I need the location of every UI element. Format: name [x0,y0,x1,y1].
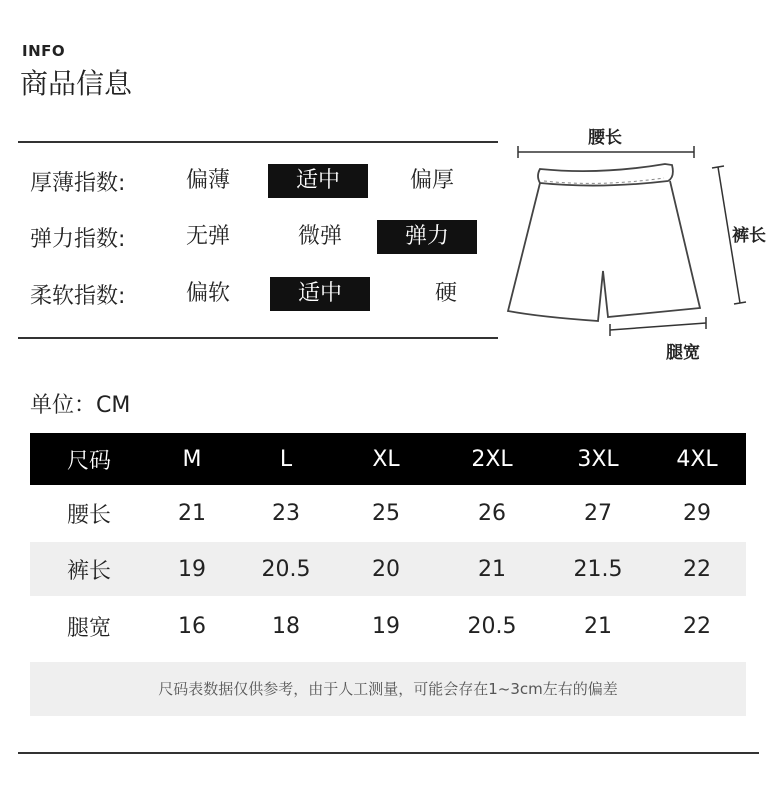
table-cell: 20.5 [261,556,311,582]
table-cell: 20.5 [467,613,517,639]
header-4xl: 4XL [676,446,718,472]
header-2xl: 2XL [471,446,513,472]
table-cell: 21.5 [573,556,623,582]
attr-option-medium-soft: 适中 [270,277,370,311]
attr-option-stretch: 弹力 [377,220,477,254]
attr-option-soft: 偏软 [185,281,230,306]
table-cell: 21 [478,556,506,582]
pants-length-label: 裤长 [732,226,766,246]
table-cell: 21 [178,501,206,526]
table-cell: 22 [683,613,711,639]
table-row [30,596,746,656]
attr-label-softness: 柔软指数: [30,284,126,309]
attr-option-no-stretch: 无弹 [185,224,230,249]
row-label: 裤长 [66,558,111,584]
attr-option-medium: 适中 [268,164,368,198]
attr-label-thickness: 厚薄指数: [30,171,126,196]
table-cell: 18 [272,613,300,639]
table-row [30,542,746,596]
table-cell: 26 [478,501,506,526]
header-l: L [279,446,293,472]
header-size: 尺码 [66,448,111,474]
row-label: 腿宽 [66,615,111,641]
header-m: M [182,446,202,472]
attr-option-slight-stretch: 微弹 [297,224,342,249]
unit-label: 单位：CM [30,393,131,418]
attr-row-softness [30,277,500,313]
table-cell: 22 [683,556,711,582]
footer-divider [18,752,759,754]
attr-row-elasticity [30,220,500,256]
row-label: 腰长 [66,503,111,528]
header-xl: XL [372,446,400,472]
page-title: 商品信息 [20,67,133,100]
table-row [30,485,746,542]
attributes-top-divider [18,141,498,143]
attr-label-elasticity: 弹力指数: [30,227,126,252]
size-table [30,433,746,716]
size-table-header [30,433,746,485]
header-3xl: 3XL [577,446,619,472]
shorts-diagram [500,115,777,375]
table-cell: 29 [683,501,711,526]
table-cell: 19 [372,613,400,639]
table-cell: 16 [178,613,206,639]
table-cell: 27 [584,501,612,526]
waist-length-label: 腰长 [588,128,622,148]
attr-option-thick: 偏厚 [409,168,454,193]
attr-option-thin: 偏薄 [185,168,230,193]
table-cell: 20 [372,556,400,582]
info-en-heading: INFO [22,42,66,60]
table-cell: 23 [272,501,300,526]
table-cell: 25 [372,501,400,526]
attributes-bottom-divider [18,337,498,339]
attr-option-hard: 硬 [434,281,457,306]
table-cell: 21 [584,613,612,639]
attr-row-thickness [30,164,500,200]
table-cell: 19 [178,556,206,582]
size-table-note: 尺码表数据仅供参考，由于人工测量，可能会存在1~3cm左右的偏差 [30,656,746,716]
leg-width-label: 腿宽 [666,343,700,363]
